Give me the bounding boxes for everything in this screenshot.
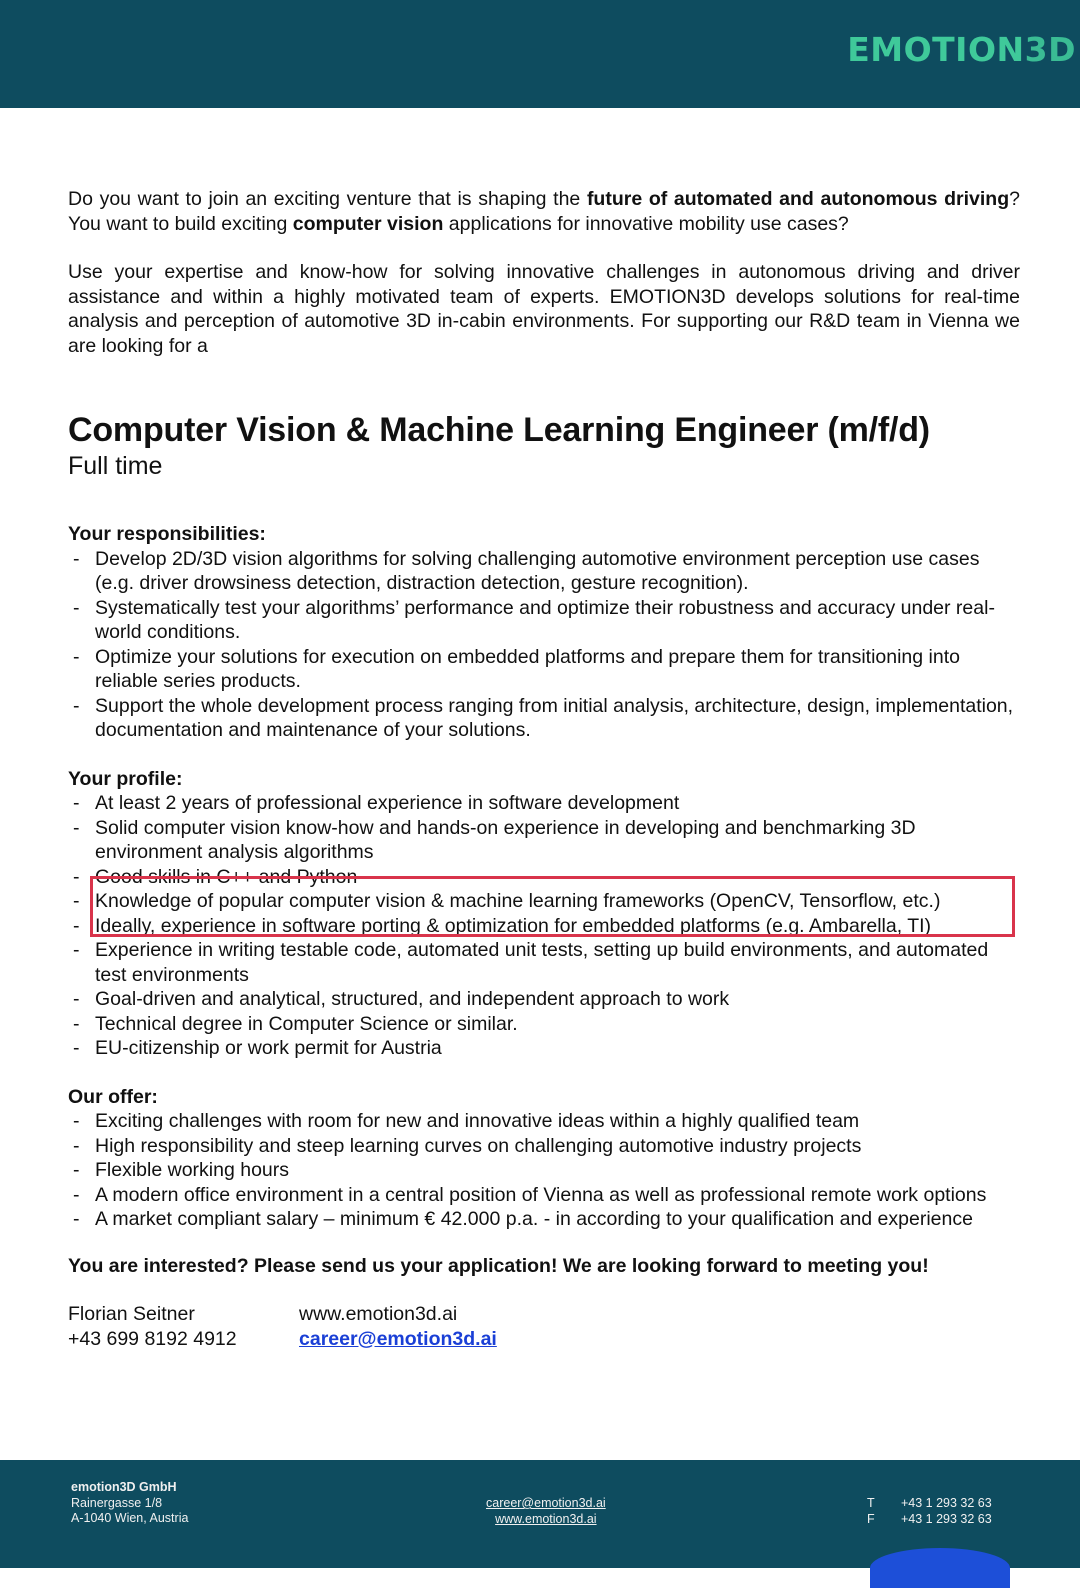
list-item: - Goal-driven and analytical, structured, and independent approach to work (68, 987, 1020, 1012)
logo-main-text: EMOTION (847, 30, 1025, 69)
footer-website-link[interactable]: www.emotion3d.ai (495, 1511, 597, 1526)
list-item: - Exciting challenges with room for new and innovative ideas within a highly qualified team (68, 1109, 1020, 1134)
intro-emphasis-cv: computer vision (292, 212, 444, 235)
footer-city: A-1040 Wien, Austria (71, 1511, 189, 1525)
footer-tel: +43 1 293 32 63 (901, 1496, 992, 1510)
footer-street: Rainergasse 1/8 (71, 1495, 163, 1510)
header-band (0, 0, 1080, 108)
job-title: Computer Vision & Machine Learning Engineer (m/f/d) (68, 411, 930, 449)
intro-text: Do you want to join an exciting venture that is shaping the (68, 188, 587, 210)
list-item: - At least 2 years of professional experience in software development (68, 791, 1020, 816)
list-item: - Systematically test your algorithms’ performance and optimize their robustness and accuracy under real-world conditions. (68, 596, 1020, 645)
list-item: - High responsibility and steep learning curves on challenging automotive industry projects (68, 1134, 1020, 1159)
corner-overlay-shape (870, 1548, 1010, 1588)
contact-links (299, 1302, 497, 1351)
intro-emphasis-driving: future of automated and autonomous driving (586, 188, 1010, 210)
profile-title: Your profile: (68, 767, 183, 790)
offer-list (68, 1109, 1020, 1232)
intro-paragraph-1 (68, 187, 1020, 236)
contact-website: www.emotion3d.ai (299, 1303, 458, 1325)
contact-person (68, 1302, 299, 1351)
list-item: - A modern office environment in a central position of Vienna as well as professional remote work options (68, 1183, 1020, 1208)
emotion3d-logo (847, 30, 1076, 69)
list-item: - EU-citizenship or work permit for Austria (68, 1036, 1020, 1061)
contact-phone: +43 699 8192 4912 (68, 1327, 237, 1350)
document-body (68, 187, 1020, 1351)
closing-statement: You are interested? Please send us your application! We are looking forward to meeting you! (68, 1254, 929, 1277)
footer-email-link[interactable]: career@emotion3d.ai (486, 1496, 606, 1510)
intro-text: applications for innovative mobility use cases? (443, 212, 849, 235)
footer-links (486, 1496, 606, 1527)
list-item: - Flexible working hours (68, 1158, 1020, 1183)
logo-suffix-text: 3D (1024, 30, 1076, 69)
footer-company-name: emotion3D GmbH (71, 1480, 177, 1494)
footer-fax: +43 1 293 32 63 (901, 1511, 992, 1526)
contact-email-link[interactable]: career@emotion3d.ai (299, 1327, 497, 1350)
intro-text: ? You want to build exciting (68, 188, 1020, 235)
list-item: - Support the whole development process ranging from initial analysis, architecture, design, implementation, documentation and maintenance of your solutions. (68, 694, 1020, 743)
responsibilities-section (68, 522, 1020, 743)
footer-company-address (71, 1480, 188, 1527)
responsibilities-title: Your responsibilities: (68, 523, 266, 545)
list-item: - Technical degree in Computer Science or similar. (68, 1012, 1020, 1037)
contact-name: Florian Seitner (68, 1303, 195, 1325)
responsibilities-list (68, 547, 1020, 743)
intro-paragraph-2: Use your expertise and know-how for solving innovative challenges in autonomous driving and driver assistance and within a highly motivated team of experts. EMOTION3D develops solutions for real-time analysis and perception of automotive 3D in-cabin environments. For supporting our R&D team in Vienna we are looking for a (68, 261, 1020, 357)
list-item: - Experience in writing testable code, automated unit tests, setting up build environments, and automated test environments (68, 938, 1020, 987)
footer-fax-label: F (867, 1511, 875, 1526)
list-item: - Develop 2D/3D vision algorithms for solving challenging automotive environment perception use cases (e.g. driver drowsiness detection, distraction detection, gesture recognition). (68, 547, 1020, 596)
list-item: - Good skills in C++ and Python (68, 865, 1020, 890)
job-employment-type: Full time (68, 452, 163, 480)
list-item: - Ideally, experience in software porting & optimization for embedded platforms (e.g. Ambarella, TI) (68, 914, 1020, 939)
list-item: - Solid computer vision know-how and hands-on experience in developing and benchmarking 3D environment analysis algorithms (68, 816, 1020, 865)
contact-block (68, 1302, 1020, 1351)
highlight-annotation-box (90, 876, 1015, 937)
offer-section (68, 1085, 1020, 1232)
footer-phone-numbers (901, 1496, 992, 1527)
footer-tel-label: T (867, 1496, 875, 1510)
offer-title: Our offer: (68, 1085, 158, 1108)
list-item: - Optimize your solutions for execution on embedded platforms and prepare them for transitioning into reliable series products. (68, 645, 1020, 694)
list-item: - A market compliant salary – minimum € 42.000 p.a. - in according to your qualification and experience (68, 1207, 1020, 1232)
list-item: - Knowledge of popular computer vision & machine learning frameworks (OpenCV, Tensorflow, etc.) (68, 889, 1020, 914)
footer-phone-labels (867, 1496, 875, 1527)
